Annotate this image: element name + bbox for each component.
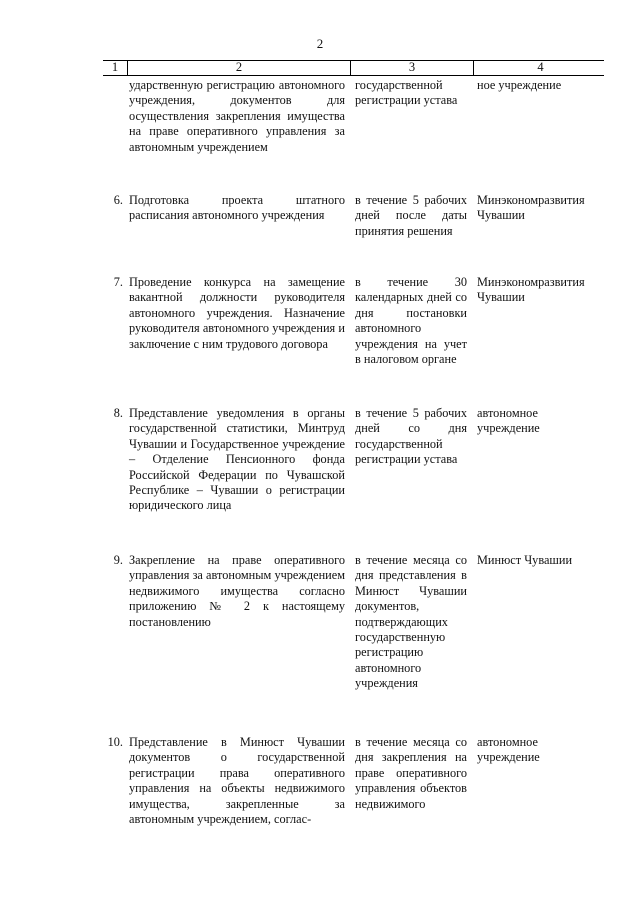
table-row xyxy=(103,193,604,239)
row-number xyxy=(103,78,127,155)
header-col-4: 4 xyxy=(473,61,607,75)
row-number: 6. xyxy=(113,193,123,207)
row-deadline: в течение 30 календарных дней со дня постановки автономного учреждения на учет в налоговом органе xyxy=(355,275,467,367)
row-action: Проведение конкурса на замещение вакантной должности руководителя автономного учреждения. Назначение руководителя автономного учреждения и заключение с ним трудового договора xyxy=(129,275,345,351)
row-action: Закрепление на праве оперативного управления за автономным учреждением недвижимого имущества согласно приложению № 2 к настоящему постановлению xyxy=(129,553,345,629)
row-number: 10. xyxy=(107,735,123,749)
table-row xyxy=(103,406,604,514)
row-responsible: автономное учреждение xyxy=(477,735,540,765)
row-number: 7. xyxy=(113,275,123,289)
row-deadline: в течение 5 рабочих дней после даты принятия решения xyxy=(355,193,467,238)
row-responsible: Минюст Чувашии xyxy=(477,553,573,567)
row-responsible: ное учреждение xyxy=(477,78,562,92)
row-action: ударственную регистрацию автономного учреждения, документов для осуществления закрепления имущества на праве оперативного управления за автономным учреждением xyxy=(129,78,345,154)
page-number: 2 xyxy=(316,36,324,51)
row-deadline: государственной регистрации устава xyxy=(355,78,458,108)
row-deadline: в течение месяца со дня закрепления на праве оперативного управления объектов недвижимого xyxy=(355,735,467,811)
row-action: Представление в Минюст Чувашии документов о государственной регистрации права оперативного управления на объекты недвижимого имущества, закрепленные за автономным учреждением, соглас- xyxy=(129,735,345,827)
row-number: 9. xyxy=(113,553,123,567)
header-col-2: 2 xyxy=(127,61,350,75)
row-action: Подготовка проекта штатного расписания автономного учреждения xyxy=(129,193,345,223)
row-responsible: Минэкономразвития Чувашии xyxy=(477,193,585,223)
row-deadline: в течение месяца со дня представления в Минюст Чувашии документов, подтверждающих государственную регистрацию автономного учреждения xyxy=(355,553,467,691)
row-responsible: Минэкономразвития Чувашии xyxy=(477,275,585,305)
table-row xyxy=(103,553,604,692)
header-col-3: 3 xyxy=(350,61,473,75)
table-row xyxy=(103,78,604,155)
row-deadline: в течение 5 рабочих дней со дня государственной регистрации устава xyxy=(355,406,467,467)
row-action: Представление уведомления в органы государственной статистики, Минтруд Чувашии и Государственное учреждение – Отделение Пенсионного фонда Российской Федерации по Чувашской Республике – Чувашии о регистрации юридического лица xyxy=(129,406,345,513)
table-row xyxy=(103,275,604,367)
table-row xyxy=(103,735,604,827)
row-responsible: автономное учреждение xyxy=(477,406,540,436)
header-col-1: 1 xyxy=(111,60,119,74)
plan-table xyxy=(103,60,604,827)
table-header xyxy=(103,60,604,76)
row-number: 8. xyxy=(113,406,123,420)
